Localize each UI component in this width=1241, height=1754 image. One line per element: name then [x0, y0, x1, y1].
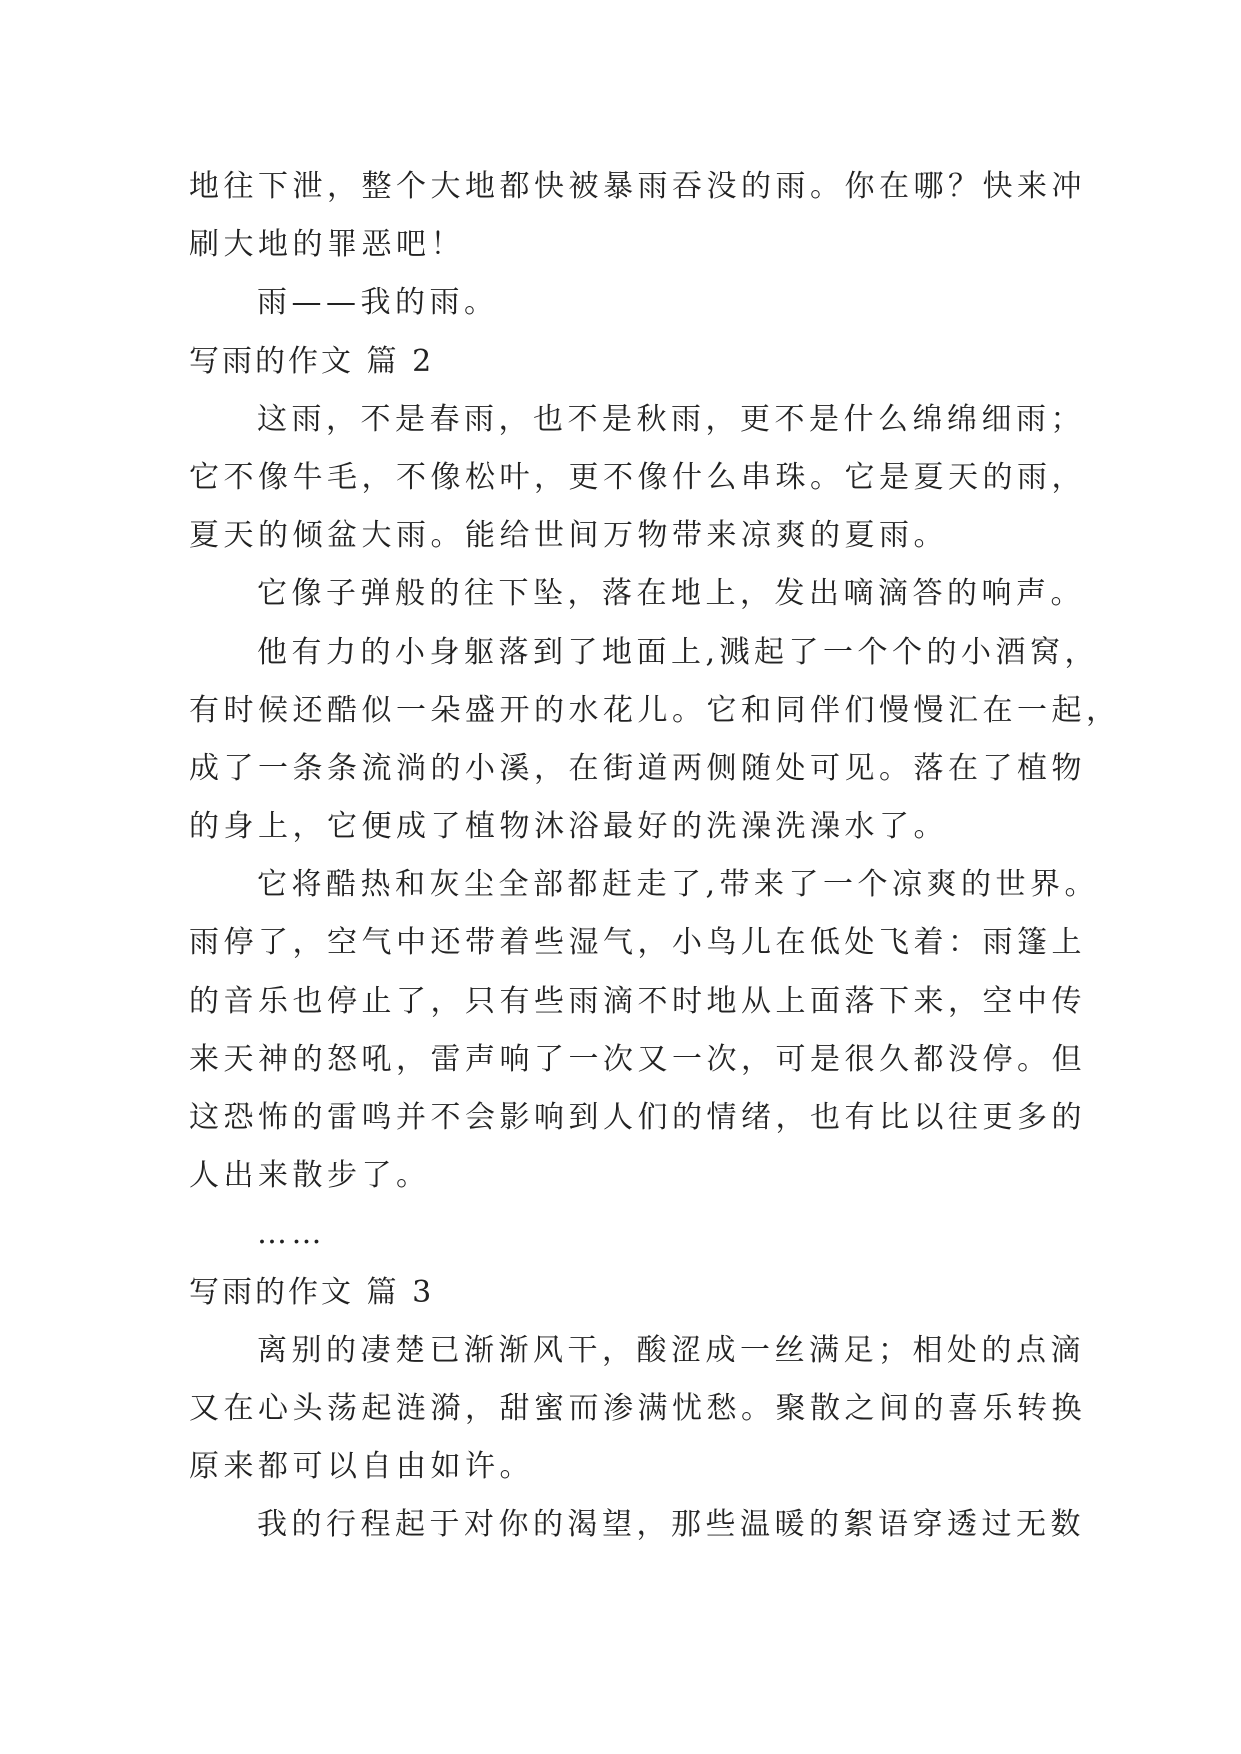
text-line: 夏天的倾盆大雨。能给世间万物带来凉爽的夏雨。 — [189, 518, 948, 554]
text-line: 人出来散步了。 — [189, 1158, 431, 1194]
text-line: 刷大地的罪恶吧！ — [189, 227, 465, 263]
text-line: 它不像牛毛，不像松叶，更不像什么串珠。它是夏天的雨， — [189, 459, 1086, 495]
section-heading: 写雨的作文 篇 3 — [189, 1274, 435, 1310]
text-line: 雨——我的雨。 — [257, 285, 499, 321]
text-line: 这恐怖的雷鸣并不会影响到人们的情绪，也有比以往更多的 — [189, 1100, 1086, 1135]
text-line: 离别的凄楚已渐渐风干，酸涩成一丝满足；相处的点滴 — [257, 1332, 1085, 1368]
text-line: 的身上，它便成了植物沐浴最好的洗澡洗澡水了。 — [189, 809, 948, 845]
text-line: 他有力的小身躯落到了地面上,溅起了一个个的小酒窝， — [257, 634, 1100, 670]
text-line: 它将酷热和灰尘全部都赶走了,带来了一个凉爽的世界。 — [257, 867, 1100, 903]
text-line: …… — [257, 1216, 326, 1252]
text-line: 雨停了，空气中还带着些湿气，小鸟儿在低处飞着：雨篷上 — [189, 925, 1086, 961]
text-line: 它像子弹般的往下坠，落在地上，发出嘀滴答的响声。 — [257, 576, 1085, 612]
text-line: 来天神的怒吼，雷声响了一次又一次，可是很久都没停。但 — [189, 1041, 1086, 1077]
document-body — [189, 158, 1121, 1555]
section-heading: 写雨的作文 篇 2 — [189, 343, 435, 379]
text-line: 的音乐也停止了，只有些雨滴不时地从上面落下来，空中传 — [189, 983, 1086, 1019]
text-line: 成了一条条流淌的小溪，在街道两侧随处可见。落在了植物 — [189, 750, 1086, 786]
text-line: 这雨，不是春雨，也不是秋雨，更不是什么绵绵细雨； — [257, 401, 1085, 437]
text-line: 有时候还酷似一朵盛开的水花儿。它和同伴们慢慢汇在一起， — [189, 692, 1121, 728]
text-line: 又在心头荡起涟漪，甜蜜而渗满忧愁。聚散之间的喜乐转换 — [189, 1390, 1086, 1426]
text-line: 原来都可以自由如许。 — [189, 1449, 534, 1485]
text-line: 地往下泄，整个大地都快被暴雨吞没的雨。你在哪？快来冲 — [189, 169, 1086, 204]
text-line: 我的行程起于对你的渴望，那些温暖的絮语穿透过无数 — [257, 1507, 1085, 1543]
